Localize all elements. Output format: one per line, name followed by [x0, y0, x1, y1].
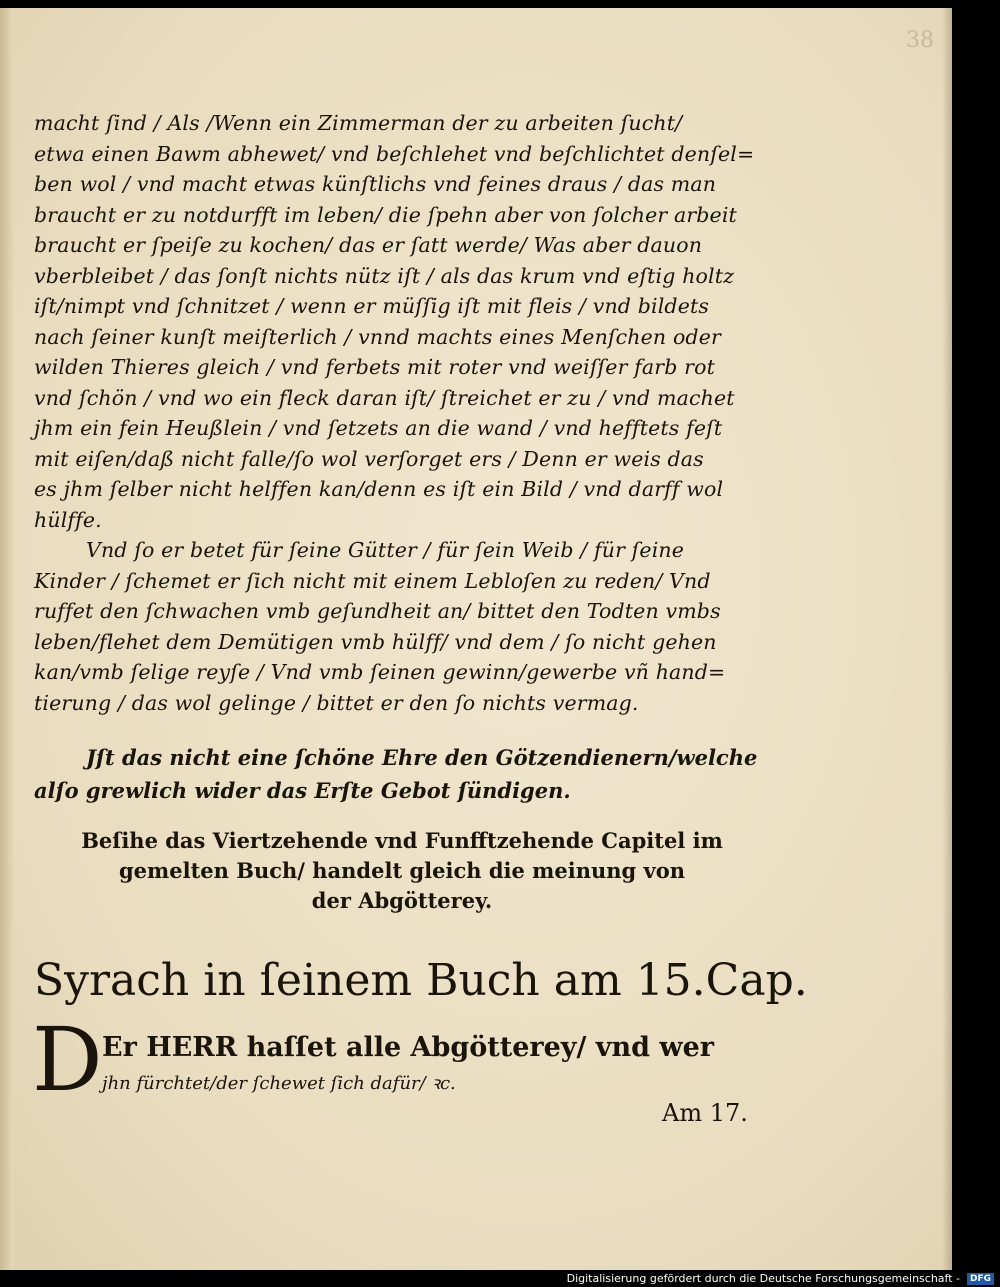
- page-right-shadow: [942, 8, 952, 1270]
- drop-cap: D: [32, 1008, 103, 1111]
- verse-line: Er HERR haſſet alle Abgötterey/ vnd wer: [102, 1032, 714, 1063]
- reference-line: gemelten Buch/ handelt gleich die meinung von: [118, 858, 685, 883]
- funding-credit: Digitalisierung gefördert durch die Deutsche Forschungsgemeinschaft -: [566, 1272, 960, 1285]
- scanned-page: [0, 8, 952, 1270]
- body-line: jhm ein fein Heußlein / vnd ſetzets an die wand / vnd hefftets feſt: [34, 416, 723, 440]
- body-line: hülffe.: [34, 507, 102, 532]
- emphasis-line: alſo grewlich wider das Erſte Gebot ſündigen.: [34, 778, 571, 803]
- emphasis-line: Jſt das nicht eine ſchöne Ehre den Götzendienern/welche: [86, 745, 758, 770]
- body-line: wilden Thieres gleich / vnd ferbets mit roter vnd weiſſer farb rot: [34, 355, 716, 379]
- body-line: braucht er ſpeiſe zu kochen/ das er ſatt werde/ Was aber dauon: [34, 233, 703, 257]
- footer-bar: [0, 1271, 1000, 1287]
- emphasis-paragraph: [34, 741, 770, 807]
- body-line: Vnd ſo er betet für ſeine Gütter / für ſein Weib / für ſeine: [86, 538, 685, 562]
- verse-line: jhn fürchtet/der ſchewet ſich dafür/ ꝛc.: [102, 1073, 456, 1094]
- section-heading: Syrach in ſeinem Buch am 15.Cap.: [34, 955, 808, 1006]
- dfg-logo-icon: DFG: [967, 1273, 994, 1285]
- body-text: [34, 108, 770, 718]
- body-line: nach ſeiner kunſt meiſterlich / vnnd machts eines Menſchen oder: [34, 324, 721, 349]
- body-line: kan/vmb ſelige reyſe / Vnd vmb ſeinen gewinn/gewerbe vñ hand=: [34, 660, 726, 684]
- reference-line: der Abgötterey.: [311, 888, 493, 913]
- body-line: etwa einen Bawm abhewet/ vnd beſchlehet vnd beſchlichtet denſel=: [34, 141, 755, 166]
- body-line: iſt/nimpt vnd ſchnitzet / wenn er müſſig iſt mit fleis / vnd bildets: [34, 294, 710, 318]
- body-line: es jhm ſelber nicht helffen kan/denn es iſt ein Bild / vnd darff wol: [34, 477, 724, 501]
- body-line: braucht er zu notdurfft im leben/ die ſpehn aber von ſolcher arbeit: [34, 202, 737, 227]
- body-line: macht ſind / Als /Wenn ein Zimmerman der zu arbeiten ſucht/: [34, 111, 683, 135]
- reference-line: Beſihe das Viertzehende vnd Funfftzehende Capitel im: [81, 828, 723, 853]
- body-line: vnd ſchön / vnd wo ein fleck daran iſt/ ſtreichet er zu / vnd machet: [34, 385, 735, 410]
- body-line: Kinder / ſchemet er ſich nicht mit einem Lebloſen zu reden/ Vnd: [34, 568, 711, 593]
- page-gutter-edge: [0, 8, 14, 1270]
- catchword: Am 17.: [662, 1099, 748, 1127]
- body-line: leben/flehet dem Demütigen vmb hülff/ vnd dem / ſo nicht gehen: [34, 629, 717, 654]
- body-line: tierung / das wol gelinge / bittet er den ſo nichts vermag.: [34, 690, 639, 715]
- body-line: mit eiſen/daß nicht falle/ſo wol verſorget ers / Denn er weis das: [34, 446, 704, 471]
- body-line: vberbleibet / das ſonſt nichts nütz iſt / als das krum vnd eſtig holtz: [34, 263, 735, 288]
- body-line: ruffet den ſchwachen vmb geſundheit an/ bittet den Todten vmbs: [34, 599, 721, 623]
- body-line: ben wol / vnd macht etwas künſtlichs vnd feines draus / das man: [34, 172, 717, 196]
- reference-note: [34, 826, 770, 916]
- folio-number: 38: [906, 28, 934, 53]
